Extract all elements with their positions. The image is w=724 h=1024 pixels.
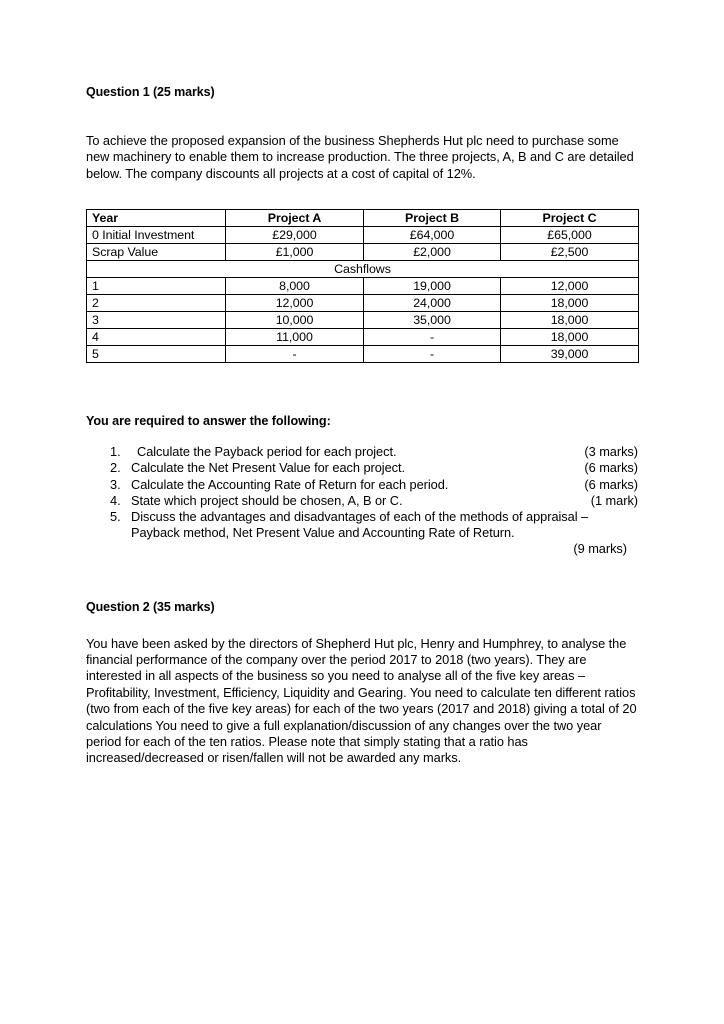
cashflow-y5-a: -: [226, 346, 364, 363]
list-item: [86, 460, 638, 476]
question2-body-paragraph: You have been asked by the directors of Shepherd Hut plc, Henry and Humphrey, to analyse the financial performance of the company over the period 2017 to 2018 (two years). They are interested in all aspects of the business so you need to analyse all of the five key areas – Profitability, Investment, Efficiency, Liquidity and Gearing. You need to calculate ten different ratios (two from each of the five key areas) for each of the two years (2017 and 2018) giving a total of 20 calculations You need to give a full explanation/discussion of any changes over the two year period for each of the ten ratios. Please note that simply stating that a ratio has increased/decreased or risen/fallen will not be awarded any marks.: [86, 635, 637, 766]
cashflow-y2-a: 12,000: [226, 295, 364, 312]
list-item-text: Calculate the Payback period for each project.: [137, 444, 397, 460]
list-item-number: 5.: [110, 509, 121, 525]
cashflow-y5-b: -: [364, 346, 501, 363]
question2-heading: Question 2 (35 marks): [86, 599, 215, 614]
list-item-marks: (6 marks): [584, 460, 638, 476]
cashflow-year-5: 5: [87, 346, 226, 363]
cashflow-y1-c: 12,000: [501, 278, 639, 295]
list-item-text: Discuss the advantages and disadvantages of each of the methods of appraisal – Payback method, Net Present Value and Accounting Rate of Return.: [131, 509, 589, 541]
list-item-marks: (6 marks): [584, 476, 638, 492]
spacer: [86, 558, 638, 599]
table-row: [87, 227, 639, 244]
spacer: [86, 615, 638, 636]
list-item: [86, 477, 638, 493]
list-item-marks: (1 mark): [590, 492, 638, 508]
row-label-initial-investment: 0 Initial Investment: [87, 227, 226, 244]
table-header-project-b: Project B: [364, 210, 501, 227]
tasks-list: [86, 444, 638, 541]
spacer: [86, 100, 638, 133]
list-item-number: 2.: [110, 460, 121, 476]
final-marks: (9 marks): [573, 541, 627, 557]
list-item-text: Calculate the Accounting Rate of Return for each period.: [131, 476, 449, 492]
cashflow-y3-c: 18,000: [501, 312, 639, 329]
table-band-row: [87, 261, 639, 278]
cell-initial-investment-b: £64,000: [364, 227, 501, 244]
cashflow-y4-c: 18,000: [501, 329, 639, 346]
list-item: [86, 444, 638, 460]
cashflow-y3-a: 10,000: [226, 312, 364, 329]
required-heading: You are required to answer the following:: [86, 414, 331, 429]
table-row: [87, 346, 639, 363]
table-row: [87, 244, 639, 261]
cashflow-y2-c: 18,000: [501, 295, 639, 312]
cell-initial-investment-c: £65,000: [501, 227, 639, 244]
cashflow-year-1: 1: [87, 278, 226, 295]
cashflow-y5-c: 39,000: [501, 346, 639, 363]
list-item: [86, 509, 638, 541]
cashflow-y2-b: 24,000: [364, 295, 501, 312]
cashflow-year-4: 4: [87, 329, 226, 346]
cell-scrap-value-a: £1,000: [226, 244, 364, 261]
projects-table-wrapper: [86, 209, 638, 363]
row-label-scrap-value: Scrap Value: [87, 244, 226, 261]
cell-scrap-value-b: £2,000: [364, 244, 501, 261]
list-item-number: 3.: [110, 476, 121, 492]
cashflow-y1-b: 19,000: [364, 278, 501, 295]
table-row: [87, 278, 639, 295]
cashflow-year-2: 2: [87, 295, 226, 312]
list-item-marks: (3 marks): [584, 444, 638, 460]
cashflow-y4-a: 11,000: [226, 329, 364, 346]
question1-heading: Question 1 (25 marks): [86, 85, 215, 99]
table-row: [87, 295, 639, 312]
cashflow-y3-b: 35,000: [364, 312, 501, 329]
cell-initial-investment-a: £29,000: [226, 227, 364, 244]
document-content: [86, 84, 638, 767]
question1-intro-paragraph: To achieve the proposed expansion of the business Shepherds Hut plc need to purchase some new machinery to enable them to increase production. The three projects, A, B and C are detailed below. The company discounts all projects at a cost of capital of 12%.: [86, 133, 634, 181]
list-item: [86, 493, 638, 509]
table-row: [87, 329, 639, 346]
table-header-project-a: Project A: [226, 210, 364, 227]
table-header-row: [87, 210, 639, 227]
list-item-number: 4.: [110, 492, 121, 508]
cashflow-y1-a: 8,000: [226, 278, 364, 295]
list-item-text: State which project should be chosen, A, B or C.: [131, 492, 403, 508]
table-row: [87, 312, 639, 329]
spacer: [86, 363, 638, 413]
cashflow-y4-b: -: [364, 329, 501, 346]
cell-scrap-value-c: £2,500: [501, 244, 639, 261]
band-label-cashflows: Cashflows: [87, 261, 639, 278]
projects-table: [86, 209, 639, 363]
list-item-text: Calculate the Net Present Value for each project.: [131, 460, 406, 476]
table-header-project-c: Project C: [501, 210, 639, 227]
list-item-number: 1.: [110, 444, 121, 460]
cashflow-year-3: 3: [87, 312, 226, 329]
table-header-year: Year: [87, 210, 226, 227]
